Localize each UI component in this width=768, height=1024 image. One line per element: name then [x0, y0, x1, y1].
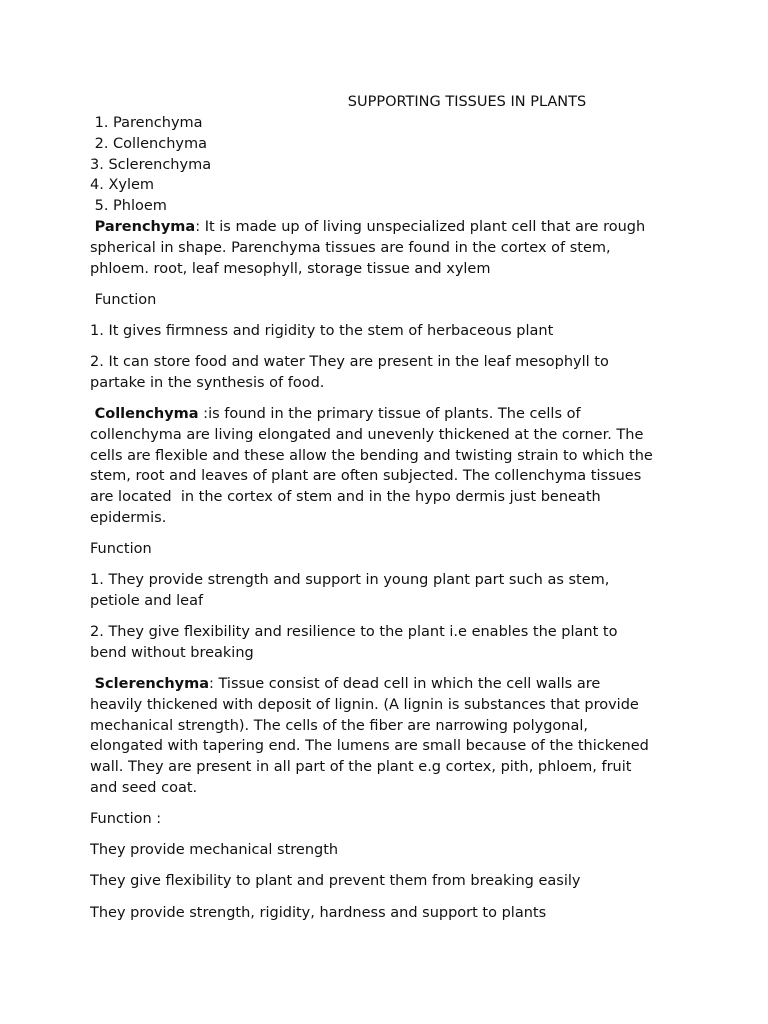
collenchyma-function-heading: Function — [90, 541, 152, 557]
sclerenchyma-function-2: They give flexibility to plant and prevent them from breaking easily — [90, 873, 581, 889]
collenchyma-term: Collenchyma — [94, 406, 199, 422]
collenchyma-function-1 — [90, 570, 690, 612]
list-item: 1. Parenchyma — [90, 115, 203, 131]
list-item: 2. Collenchyma — [90, 135, 207, 152]
paragraph-line: 2. They give flexibility and resilience to the plant i.e enables the plant to — [90, 624, 618, 640]
paragraph-line: petiole and leaf — [90, 592, 204, 609]
paragraph-line: Sclerenchyma: Tissue consist of dead cell in which the cell walls are — [94, 676, 601, 692]
paragraph-line: and seed coat. — [90, 779, 198, 796]
parenchyma-function-1: 1. It gives firmness and rigidity to the stem of herbaceous plant — [90, 323, 554, 339]
sclerenchyma-term: Sclerenchyma — [94, 676, 210, 692]
tissue-list — [90, 113, 211, 217]
parenchyma-term: Parenchyma — [94, 219, 196, 235]
paragraph-line: phloem. root, leaf mesophyll, storage tissue and xylem — [90, 260, 491, 277]
paragraph-line: epidermis. — [90, 509, 167, 526]
list-item: 3. Sclerenchyma — [90, 156, 212, 173]
parenchyma-paragraph — [90, 217, 690, 279]
paragraph-line: cells are flexible and these allow the bending and twisting strain to which the — [90, 447, 653, 464]
paragraph-line: mechanical strength). The cells of the fiber are narrowing polygonal, — [90, 717, 588, 734]
paragraph-line: partake in the synthesis of food. — [90, 374, 325, 391]
paragraph-line: wall. They are present in all part of the plant e.g cortex, pith, phloem, fruit — [90, 759, 632, 776]
sclerenchyma-function-1: They provide mechanical strength — [90, 842, 339, 858]
paragraph-line: spherical in shape. Parenchyma tissues are found in the cortex of stem, — [90, 239, 611, 256]
paragraph-line: 2. It can store food and water They are present in the leaf mesophyll to — [90, 354, 609, 370]
paragraph-line: bend without breaking — [90, 644, 254, 661]
paragraph-line: Collenchyma :is found in the primary tissue of plants. The cells of — [94, 406, 581, 422]
paragraph-line: Parenchyma: It is made up of living unspecialized plant cell that are rough — [94, 219, 646, 235]
document-title-row — [0, 92, 768, 113]
paragraph-line: are located in the cortex of stem and in the hypo dermis just beneath — [90, 489, 601, 506]
sclerenchyma-function-3: They provide strength, rigidity, hardness and support to plants — [90, 905, 547, 921]
paragraph-line: stem, root and leaves of plant are often subjected. The collenchyma tissues — [90, 468, 642, 485]
paragraph-line: 1. They provide strength and support in young plant part such as stem, — [90, 572, 610, 588]
collenchyma-paragraph — [90, 404, 690, 529]
list-item: 5. Phloem — [90, 198, 167, 215]
parenchyma-function-heading: Function — [90, 292, 157, 308]
paragraph-line: heavily thickened with deposit of lignin. (A lignin is substances that provide — [90, 696, 639, 713]
sclerenchyma-paragraph — [90, 674, 690, 799]
collenchyma-function-2 — [90, 622, 690, 664]
list-item: 4. Xylem — [90, 177, 155, 194]
sclerenchyma-function-heading: Function : — [90, 811, 162, 827]
paragraph-line: elongated with tapering end. The lumens are small because of the thickened — [90, 738, 649, 755]
parenchyma-function-2 — [90, 352, 690, 394]
paragraph-line: collenchyma are living elongated and unevenly thickened at the corner. The — [90, 426, 644, 443]
document-title: SUPPORTING TISSUES IN PLANTS — [347, 94, 587, 110]
